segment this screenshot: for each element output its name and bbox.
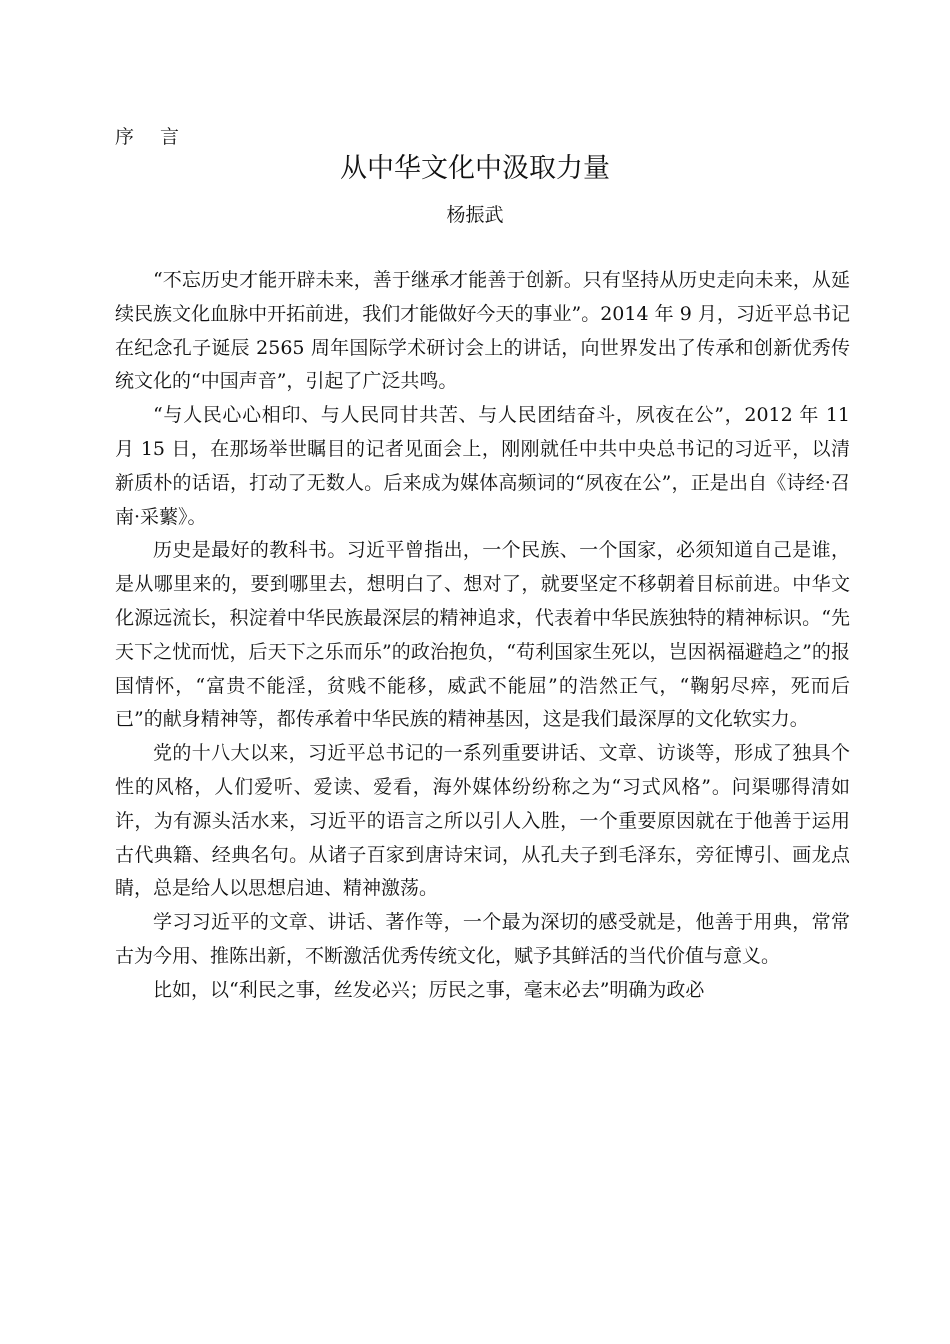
- section-label: 序 言: [115, 126, 190, 148]
- page-title: 从中华文化中汲取力量: [340, 153, 610, 184]
- paragraph-1: “不忘历史才能开辟未来，善于继承才能善于创新。只有坚持从历史走向未来，从延续民族文化血脉中开拓前进，我们才能做好今天的事业”。2014 年 9 月，习近平总书记在纪念孔子诞辰 2565 周年国际学术研讨会上的讲话，向世界发出了传承和创新优秀传统文化的“中国声音”，引起了广泛共鸣。: [115, 269, 850, 393]
- paragraph-2: “与人民心心相印、与人民同甘共苦、与人民团结奋斗，夙夜在公”，2012 年 11 月 15 日，在那场举世瞩目的记者见面会上，刚刚就任中共中央总书记的习近平，以清新质朴的话语，打动了无数人。后来成为媒体高频词的“夙夜在公”，正是出自《诗经·召南·采蘩》。: [115, 404, 850, 528]
- paragraph-5: 学习习近平的文章、讲话、著作等，一个最为深切的感受就是，他善于用典，常常古为今用、推陈出新，不断激活优秀传统文化，赋予其鲜活的当代价值与意义。: [115, 911, 850, 967]
- paragraph-4: 党的十八大以来，习近平总书记的一系列重要讲话、文章、访谈等，形成了独具个性的风格，人们爱听、爱读、爱看，海外媒体纷纷称之为“习式风格”。问渠哪得清如许，为有源头活水来，习近平的语言之所以引人入胜，一个重要原因就在于他善于运用古代典籍、经典名句。从诸子百家到唐诗宋词，从孔夫子到毛泽东，旁征博引、画龙点睛，总是给人以思想启迪、精神激荡。: [115, 742, 850, 900]
- paragraph-6: 比如，以“利民之事，丝发必兴；厉民之事，毫末必去”明确为政必: [153, 978, 705, 1001]
- paragraph-3: 历史是最好的教科书。习近平曾指出，一个民族、一个国家，必须知道自己是谁，是从哪里来的，要到哪里去，想明白了、想对了，就要坚定不移朝着目标前进。中华文化源远流长，积淀着中华民族最深层的精神追求，代表着中华民族独特的精神标识。“先天下之忧而忧，后天下之乐而乐”的政治抱负，“苟利国家生死以，岂因祸福避趋之”的报国情怀，“富贵不能淫，贫贱不能移，威武不能屈”的浩然正气，“鞠躬尽瘁，死而后已”的献身精神等，都传承着中华民族的精神基因，这是我们最深厚的文化软实力。: [115, 539, 850, 731]
- author-name: 杨振武: [446, 204, 504, 226]
- body-text: [115, 264, 850, 1008]
